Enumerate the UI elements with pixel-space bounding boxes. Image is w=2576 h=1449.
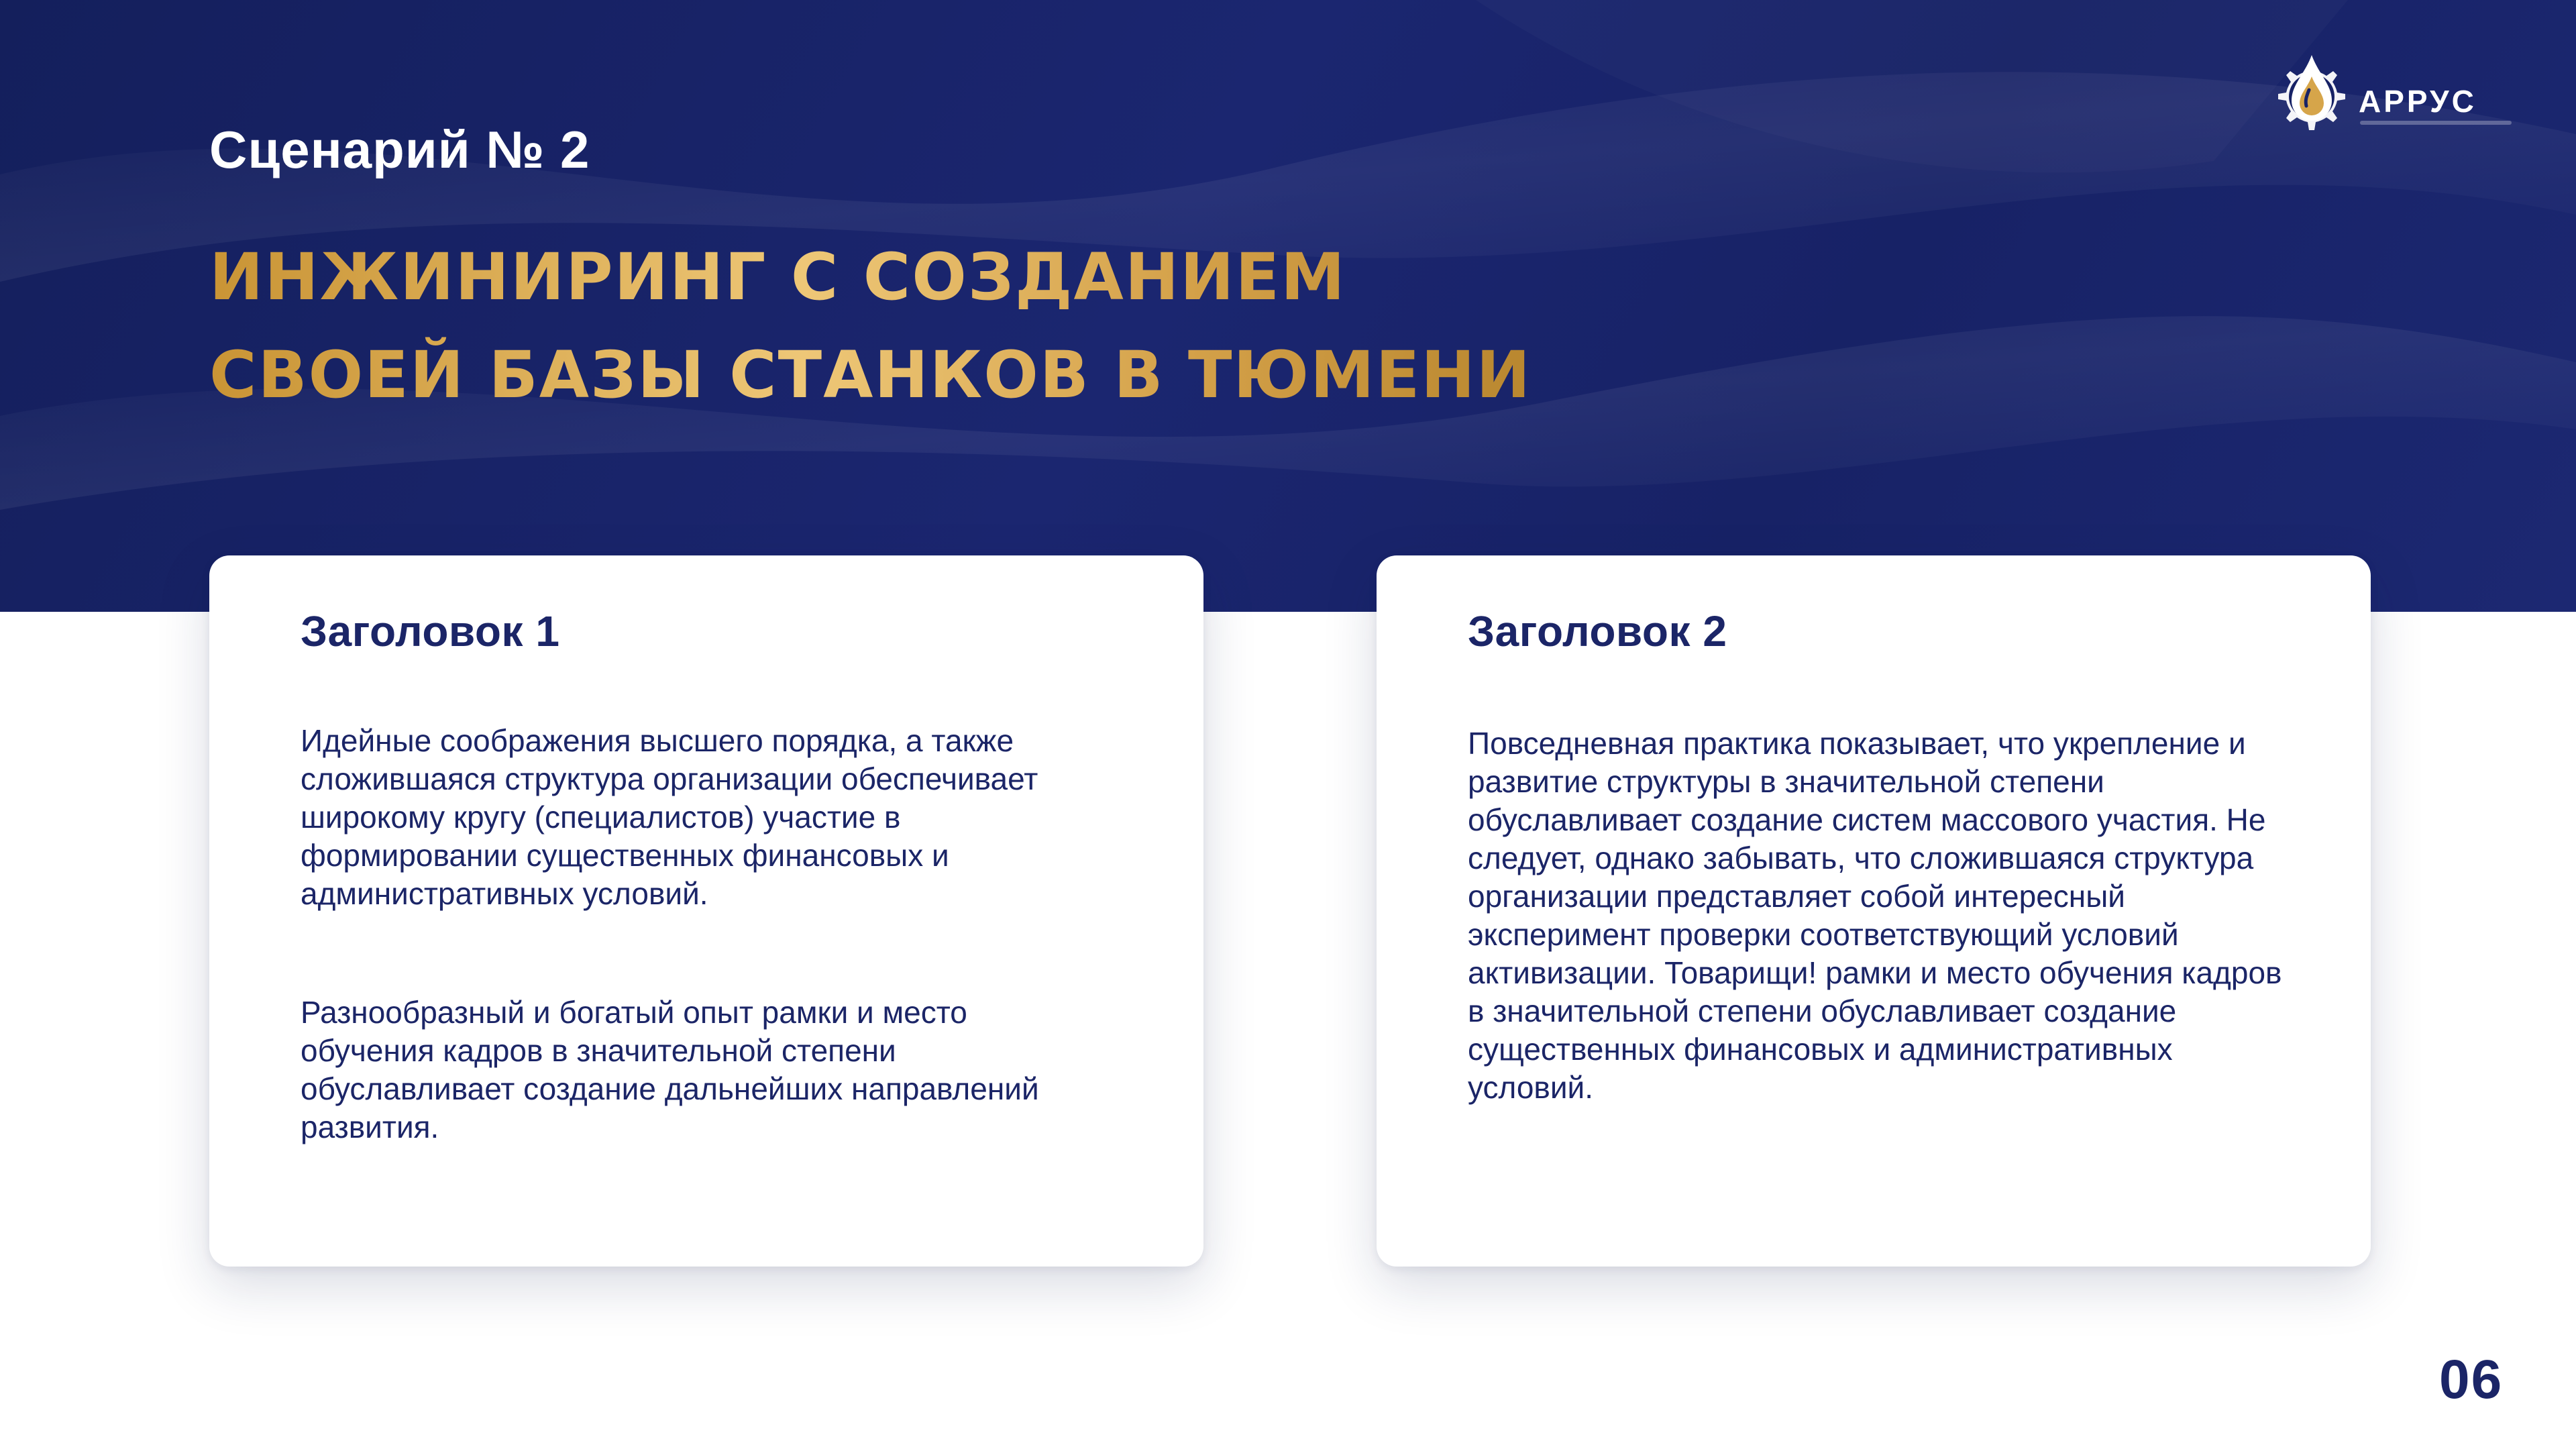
info-card-1 xyxy=(209,555,1203,1267)
info-card-2 xyxy=(1377,555,2371,1267)
card-paragraph: Идейные соображения высшего порядка, а также сложившаяся структура организации обеспечивает широкому кругу (специалистов) участие в формировании существенных финансовых и административных условий. xyxy=(301,723,1038,911)
card-paragraph: Повседневная практика показывает, что укрепление и развитие структуры в значительной степени обуславливает создание систем массового участия. Не следует, однако забывать, что сложившаяся структура организации представляет собой интересный эксперимент проверки соответствующий условий активизации. Товарищи! рамки и место обучения кадров в значительной степени обуславливает создание существенных финансовых и административных условий. xyxy=(1468,726,2282,1105)
slide-headline xyxy=(209,228,1532,424)
card-title: Заголовок 2 xyxy=(1468,607,1727,655)
gear-drop-logo-icon xyxy=(2262,50,2356,150)
scenario-label: Сценарий № 2 xyxy=(209,120,590,179)
logo-tagline-line xyxy=(2360,121,2512,125)
page-number: 06 xyxy=(2439,1349,2504,1410)
headline-line-1: ИНЖИНИРИНГ С СОЗДАНИЕМ xyxy=(209,239,1346,315)
company-logo xyxy=(2262,50,2517,150)
hero-banner xyxy=(0,0,2576,612)
card-paragraph: Разнообразный и богатый опыт рамки и место обучения кадров в значительной степени обуславливает создание дальнейших направлений развития. xyxy=(301,995,1039,1144)
logo-wordmark: АРРУС xyxy=(2359,84,2477,119)
headline-line-2: СВОЕЙ БАЗЫ СТАНКОВ В ТЮМЕНИ xyxy=(209,337,1532,413)
card-title: Заголовок 1 xyxy=(301,607,560,655)
